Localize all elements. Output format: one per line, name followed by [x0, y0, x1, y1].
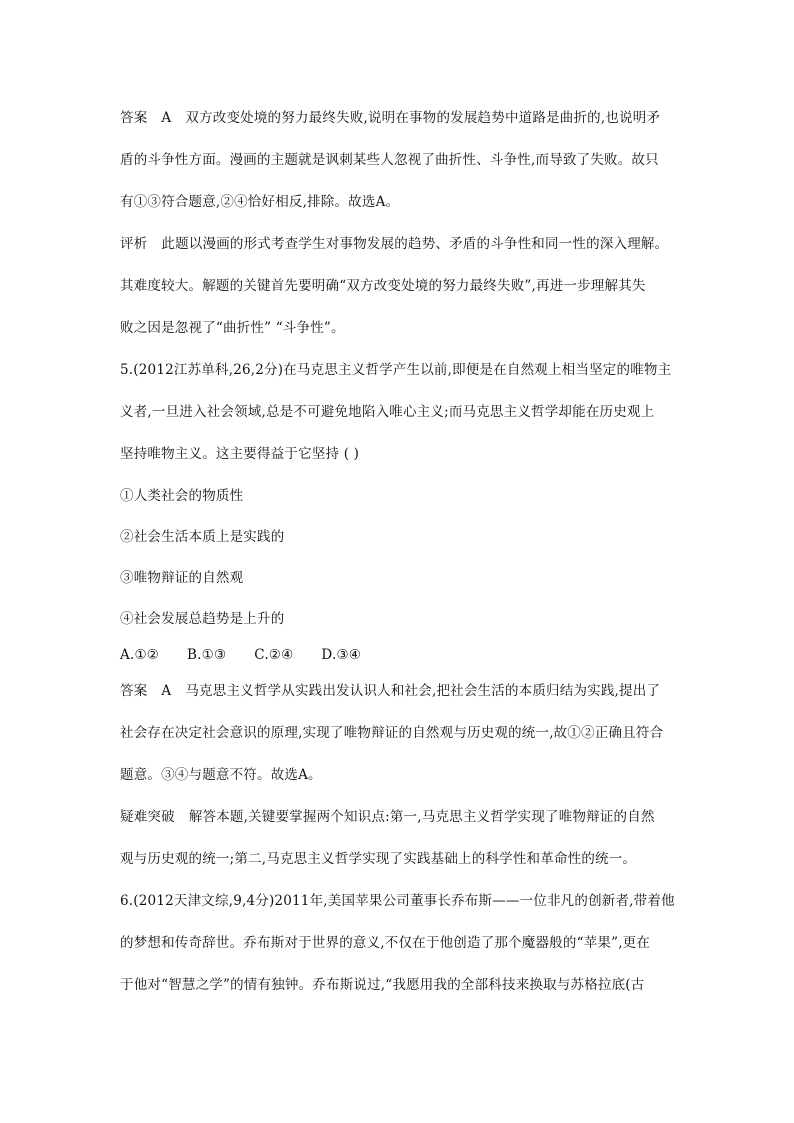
question-5-stem: 5.(2012江苏单科,26,2分)在马克思主义哲学产生以前,即便是在自然观上相当坚定的唯物主 — [120, 362, 672, 378]
answer-label: 答案 — [120, 110, 148, 126]
statement-item: ③唯物辩证的自然观 — [120, 570, 244, 586]
text-line: 的梦想和传奇辞世。乔布斯对于世界的意义,不仅在于他创造了那个魔器般的“苹果”,更在 — [120, 935, 651, 951]
option-d: D.③④ — [321, 647, 362, 663]
text-line: 此题以漫画的形式考查学生对事物发展的趋势、矛盾的斗争性和同一性的深入理解。 — [161, 236, 669, 252]
text-line: 义者,一旦进入社会领域,总是不可避免地陷入唯心主义;而马克思主义哲学却能在历史观上 — [120, 404, 655, 420]
difficulty-line — [120, 808, 680, 826]
answer-label: 答案 — [120, 683, 148, 699]
option-a: A.①② — [120, 647, 160, 663]
statement-item: ④社会发展总趋势是上升的 — [120, 611, 285, 627]
statement-item: ②社会生活本质上是实践的 — [120, 529, 285, 545]
text-line: 其难度较大。解题的关键首先要明确“双方改变处境的努力最终失败”,再进一步理解其失 — [120, 278, 646, 294]
answer-options — [120, 646, 680, 664]
answer-letter: A — [161, 683, 172, 699]
text-line: 题意。③④与题意不符。故选A。 — [120, 767, 322, 783]
option-c: C.②④ — [254, 647, 294, 663]
text-line: 于他对“智慧之学”的情有独钟。乔布斯说过,“我愿用我的全部科技来换取与苏格拉底(古 — [120, 977, 645, 993]
question-6-stem: 6.(2012天津文综,9,4分)2011年,美国苹果公司董事长乔布斯——一位非凡的创新者,带着他 — [120, 893, 675, 909]
text-line: 马克思主义哲学从实践出发认识人和社会,把社会生活的本质归结为实践,提出了 — [185, 683, 661, 699]
text-line: 观与历史观的统一;第二,马克思主义哲学实现了实践基础上的科学性和革命性的统一。 — [120, 851, 637, 867]
text-line: 社会存在决定社会意识的原理,实现了唯物辩证的自然观与历史观的统一,故①②正确且符合 — [120, 725, 664, 741]
answer-letter: A — [161, 110, 172, 126]
answer-line — [120, 109, 680, 127]
text-line: 解答本题,关键要掌握两个知识点:第一,马克思主义哲学实现了唯物辩证的自然 — [188, 809, 655, 825]
option-b: B.①③ — [187, 647, 227, 663]
comment-label: 评析 — [120, 236, 148, 252]
comment-line — [120, 235, 680, 253]
text-line: 盾的斗争性方面。漫画的主题就是讽刺某些人忽视了曲折性、斗争性,而导致了失败。故只 — [120, 152, 659, 168]
answer-line — [120, 682, 680, 700]
text-line: 坚持唯物主义。这主要得益于它坚持 ( ) — [120, 446, 360, 462]
text-line: 有①③符合题意,②④恰好相反,排除。故选A。 — [120, 194, 400, 210]
text-line: 双方改变处境的努力最终失败,说明在事物的发展趋势中道路是曲折的,也说明矛 — [185, 110, 661, 126]
difficulty-label: 疑难突破 — [120, 809, 175, 825]
text-line: 败之因是忽视了“曲折性” “斗争性”。 — [120, 320, 345, 336]
statement-item: ①人类社会的物质性 — [120, 488, 244, 504]
